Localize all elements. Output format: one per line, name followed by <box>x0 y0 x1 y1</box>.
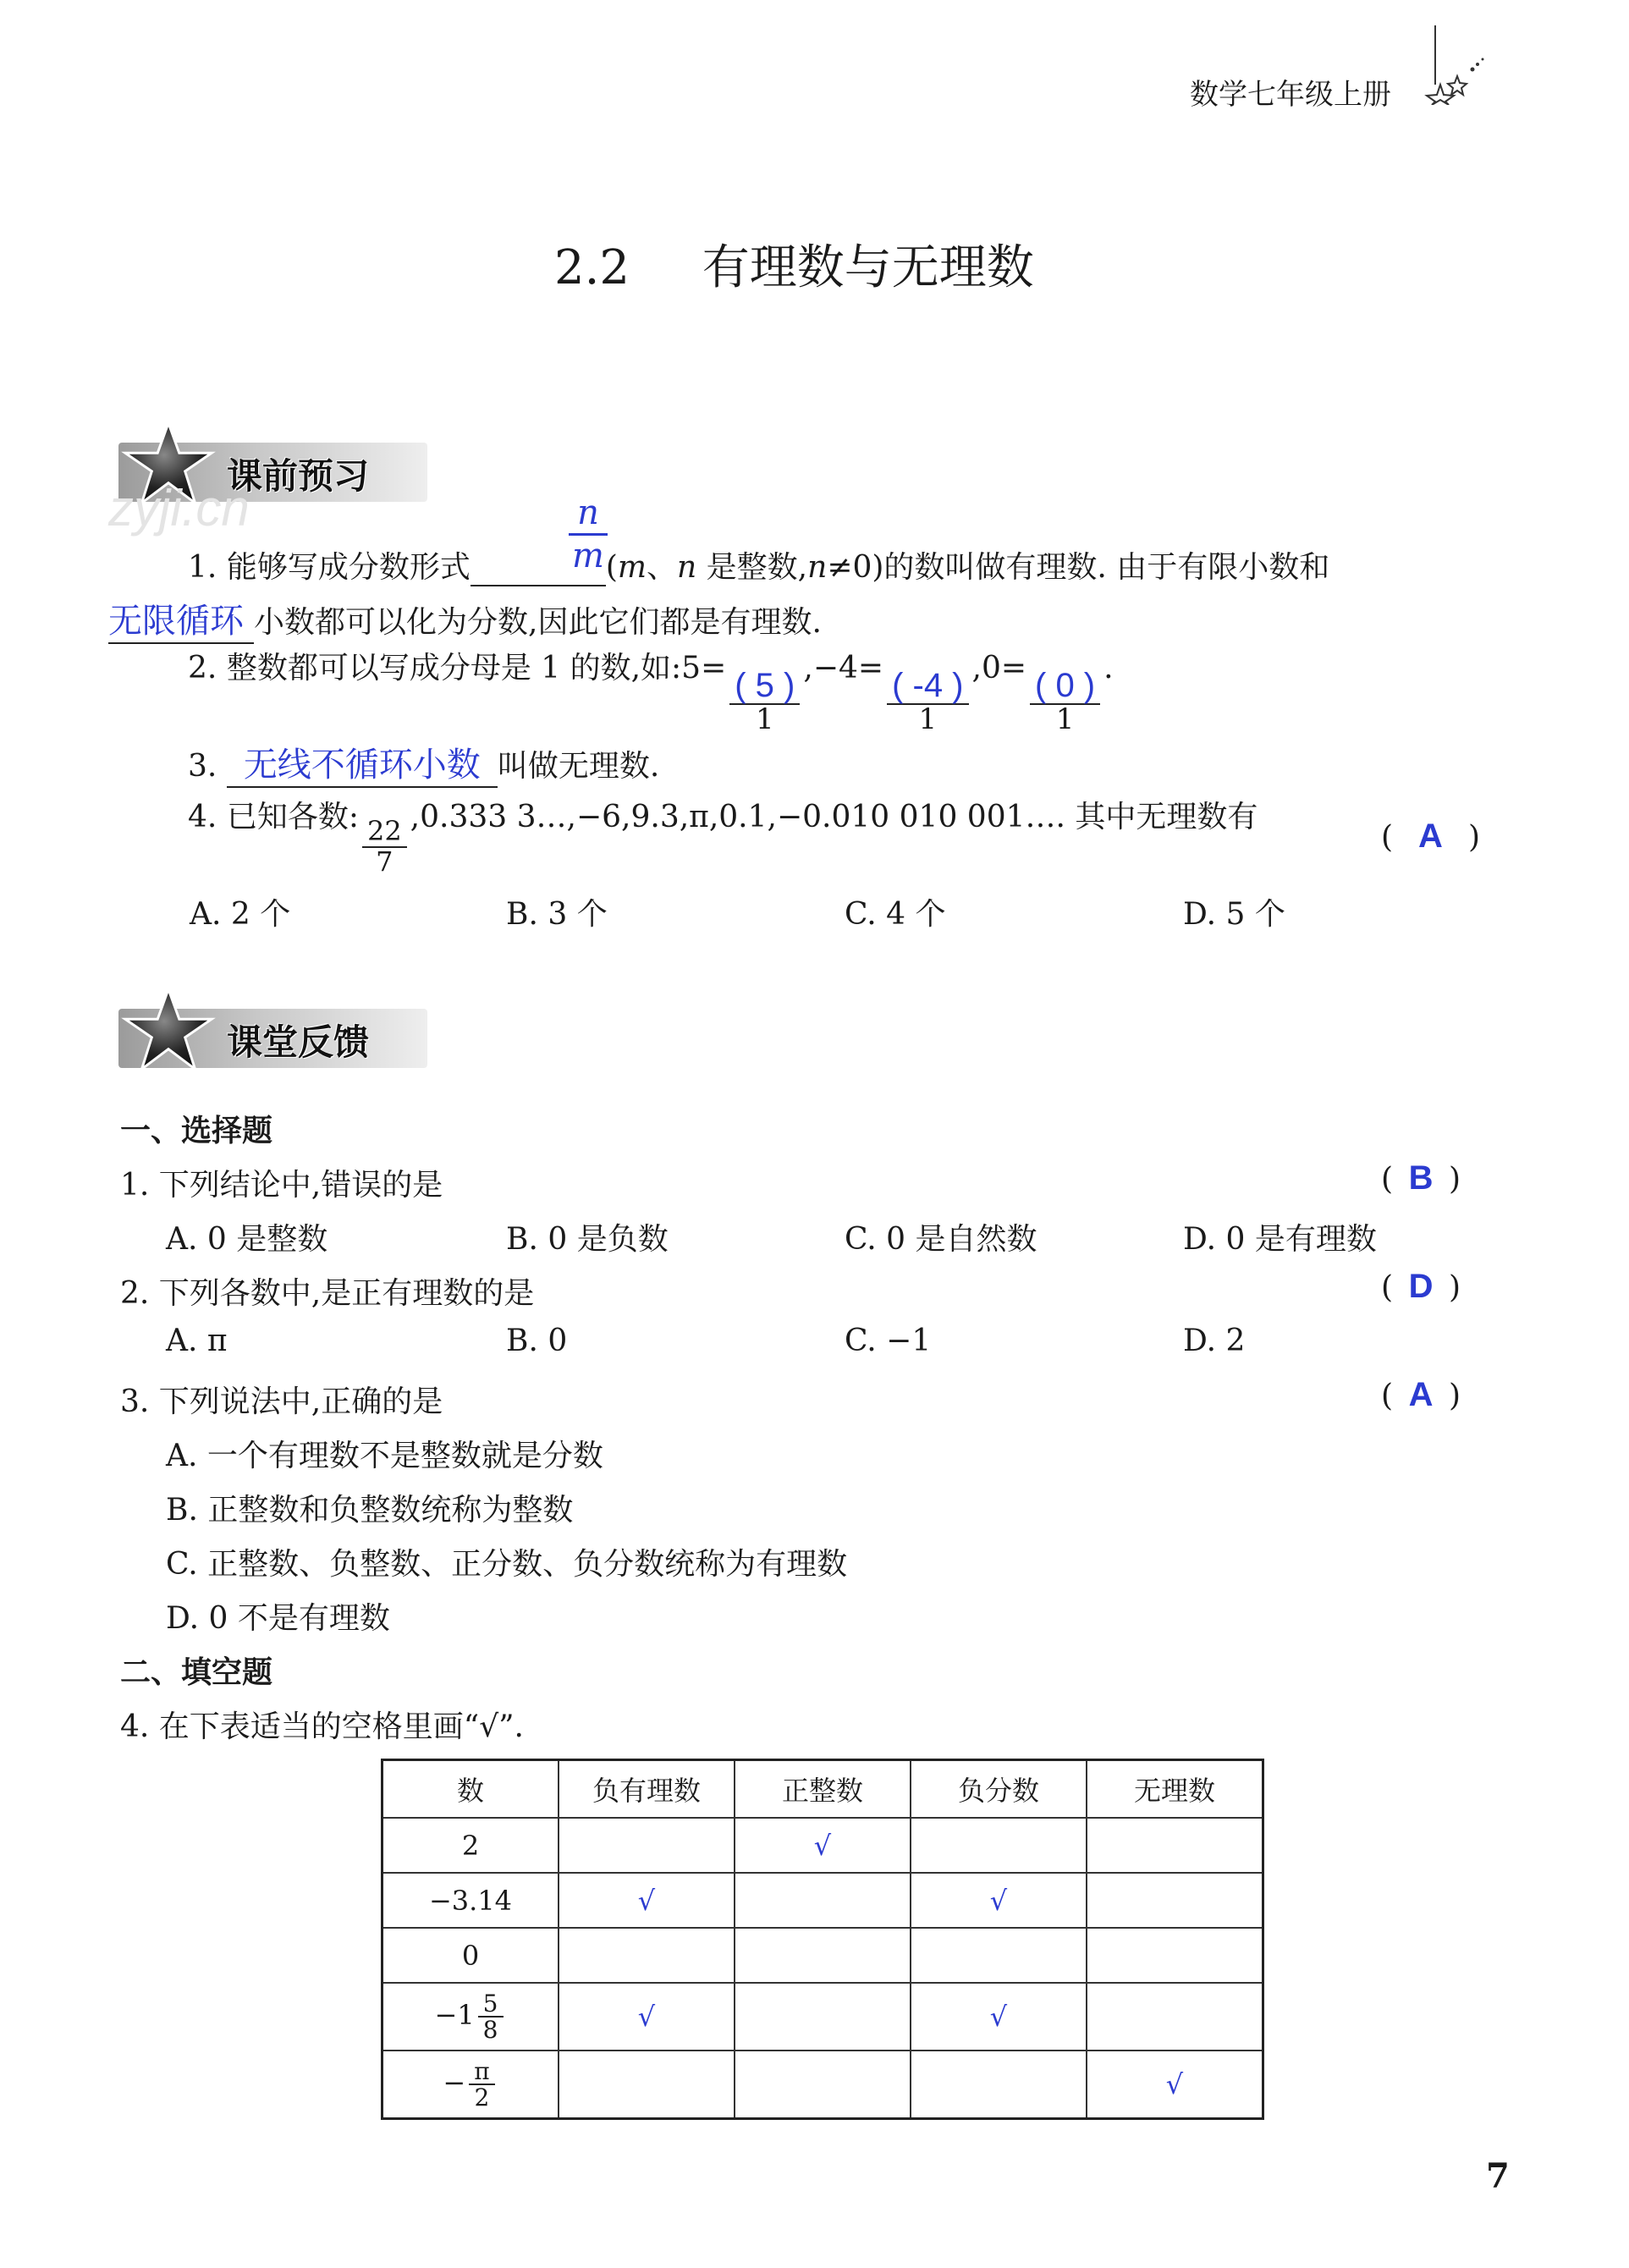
part1-title: 一、选择题 <box>120 1114 273 1148</box>
pre-q1-cond-n2: n <box>807 550 828 585</box>
table-row-label-mixed-fraction <box>382 1983 559 2051</box>
table-cell <box>911 2051 1087 2119</box>
row5-fraction <box>469 2056 494 2111</box>
table-cell: √ <box>911 1873 1087 1928</box>
mc-q1-stem: 1. 下列结论中,错误的是 <box>120 1168 443 1203</box>
pre-q4-answer: A <box>1418 817 1443 855</box>
pre-q3 <box>188 738 659 788</box>
mc-q1-paren-right: ) <box>1449 1162 1461 1197</box>
pre-q1-paren-open: ( <box>605 550 618 585</box>
table-cell <box>735 1983 911 2051</box>
pre-q2-frac2 <box>887 668 968 735</box>
table-cell <box>559 1818 735 1873</box>
table-cell <box>911 1928 1087 1983</box>
table-row-label: 0 <box>382 1928 559 1983</box>
pre-q3-text: 叫做无理数. <box>497 749 660 784</box>
star-icon <box>118 985 218 1078</box>
pre-q4 <box>188 802 1258 876</box>
mc-q3-paren-left: ( <box>1381 1379 1394 1413</box>
table-row <box>382 1983 1263 2051</box>
page-number: 7 <box>1486 2156 1510 2196</box>
mc-q3-option-b: B. 正整数和负整数统称为整数 <box>166 1493 574 1528</box>
pre-q1-number: 1. <box>188 550 217 585</box>
pre-q2-ans3: ( 0 ) <box>1030 668 1100 705</box>
mc-q2-stem: 2. 下列各数中,是正有理数的是 <box>120 1276 535 1311</box>
pre-q2-text2: ,−4= <box>803 651 884 685</box>
pre-q1-blank <box>471 550 606 586</box>
pre-q2-den2: 1 <box>918 702 938 736</box>
row5-sign: − <box>443 2066 466 2099</box>
row4-den: 8 <box>482 2016 498 2044</box>
pre-q1-cond-m: m <box>617 550 647 585</box>
row5-num: π <box>469 2059 494 2085</box>
pre-q1-line1 <box>188 543 1329 586</box>
pre-q4-fraction <box>362 817 407 876</box>
pre-q1-answer2: 无限循环 <box>108 594 254 644</box>
mc-q3-option-a: A. 一个有理数不是整数就是分数 <box>166 1439 603 1473</box>
watermark: zyji.cn <box>108 480 250 537</box>
fill-q4-stem: 4. 在下表适当的空格里画“√”. <box>120 1709 524 1744</box>
pre-q2-text3: ,0= <box>971 651 1027 685</box>
table-cell: √ <box>559 1983 735 2051</box>
mc-q1-answer-paren <box>1381 1159 1461 1197</box>
table-header-cell: 无理数 <box>1087 1760 1263 1819</box>
mc-q2-paren-right: ) <box>1449 1270 1461 1305</box>
table-row-label-pi-fraction <box>382 2051 559 2119</box>
row5-den: 2 <box>474 2084 490 2111</box>
pre-q4-text2: ,0.333 3…,−6,9.3,π,0.1,−0.010 010 001…. 其中无理数有 <box>410 800 1258 834</box>
mc-q1-answer: B <box>1408 1159 1434 1197</box>
mc-q2-option-b: B. 0 <box>506 1324 568 1358</box>
mc-q1-option-b: B. 0 是负数 <box>506 1222 669 1257</box>
mc-q2-answer-paren <box>1381 1268 1461 1306</box>
preview-label: 课前预习 <box>227 455 370 497</box>
pre-q3-number: 3. <box>188 749 217 784</box>
mc-q2-option-d: D. 2 <box>1183 1324 1246 1358</box>
pre-q2-frac3 <box>1030 668 1100 735</box>
pre-q2-number: 2. <box>188 651 217 685</box>
pre-q4-option-d: D. 5 个 <box>1183 897 1285 932</box>
pre-q4-number: 4. <box>188 800 217 834</box>
pre-q2 <box>188 653 1114 735</box>
pre-q2-ans2: ( -4 ) <box>887 668 968 705</box>
table-cell <box>735 1928 911 1983</box>
table-row <box>382 1928 1263 1983</box>
pre-q2-text4: . <box>1103 651 1114 685</box>
table-cell <box>559 1928 735 1983</box>
mc-q1-paren-left: ( <box>1381 1162 1394 1197</box>
classification-table <box>381 1759 1264 2120</box>
mc-q3-option-c: C. 正整数、负整数、正分数、负分数统称为有理数 <box>166 1547 848 1582</box>
mc-q2-option-a: A. π <box>166 1324 228 1358</box>
pre-q1-ans-den: m <box>572 537 604 575</box>
table-row <box>382 1873 1263 1928</box>
table-header-cell: 负分数 <box>911 1760 1087 1819</box>
section-title <box>554 230 1034 298</box>
pre-q4-option-c: C. 4 个 <box>845 897 946 932</box>
pre-q2-frac1 <box>729 668 800 735</box>
mc-q2-paren-left: ( <box>1381 1270 1394 1305</box>
table-cell <box>911 1818 1087 1873</box>
pre-q4-option-b: B. 3 个 <box>506 897 608 932</box>
mc-q3-paren-right: ) <box>1449 1379 1461 1413</box>
table-cell <box>1087 1983 1263 2051</box>
pre-q1-cond-sep: 、 <box>647 550 678 585</box>
mc-q1-option-c: C. 0 是自然数 <box>845 1222 1037 1257</box>
pre-q3-answer: 无线不循环小数 <box>227 738 498 788</box>
header-book-title: 数学七年级上册 <box>1190 78 1391 112</box>
table-cell <box>1087 1818 1263 1873</box>
table-row <box>382 1818 1263 1873</box>
section-number: 2.2 <box>554 240 630 295</box>
row4-whole: −1 <box>434 1998 475 2031</box>
table-cell <box>559 2051 735 2119</box>
table-header-cell: 负有理数 <box>559 1760 735 1819</box>
pre-q4-option-a: A. 2 个 <box>190 897 291 932</box>
pre-q2-den1: 1 <box>755 702 774 736</box>
section-title-text: 有理数与无理数 <box>702 240 1034 295</box>
table-cell: √ <box>911 1983 1087 2051</box>
header-stars-icon <box>1423 51 1491 105</box>
table-cell: √ <box>735 1818 911 1873</box>
pre-q1-line2 <box>108 594 822 644</box>
mc-q2-answer: D <box>1408 1268 1434 1305</box>
pre-q2-den3: 1 <box>1055 702 1075 736</box>
pre-q4-paren-right: ) <box>1467 820 1480 855</box>
pre-q4-paren-left: ( <box>1381 820 1394 855</box>
table-header-row <box>382 1760 1263 1819</box>
mc-q3-option-d: D. 0 不是有理数 <box>166 1601 390 1636</box>
pre-q4-text1: 已知各数: <box>226 800 359 834</box>
pre-q4-frac-den: 7 <box>376 845 393 878</box>
table-cell <box>735 1873 911 1928</box>
pre-q1-text2: 小数都可以化为分数,因此它们都是有理数. <box>254 605 822 640</box>
pre-q1-cond-ne: ≠0)的数叫做有理数. 由于有限小数和 <box>827 550 1330 585</box>
pre-q2-text1: 整数都可以写成分母是 1 的数,如:5= <box>226 651 727 685</box>
pre-q2-ans1: ( 5 ) <box>729 668 800 705</box>
mc-q2-option-c: C. −1 <box>845 1324 932 1358</box>
mc-q3-answer: A <box>1408 1376 1434 1413</box>
mc-q1-option-d: D. 0 是有理数 <box>1183 1222 1377 1257</box>
table-cell <box>1087 1873 1263 1928</box>
row4-num: 5 <box>478 1991 504 2018</box>
mc-q3-answer-paren <box>1381 1376 1461 1414</box>
row4-fraction <box>478 1991 504 2043</box>
table-row <box>382 2051 1263 2119</box>
table-cell <box>735 2051 911 2119</box>
part2-title: 二、填空题 <box>120 1655 273 1690</box>
table-header-cell: 数 <box>382 1760 559 1819</box>
pre-q1-cond-rest: 是整数, <box>696 550 808 585</box>
pre-q1-text1: 能够写成分数形式 <box>226 550 471 585</box>
pre-q1-ans-num: n <box>577 493 599 532</box>
table-cell <box>1087 1928 1263 1983</box>
table-row-label: −3.14 <box>382 1873 559 1928</box>
table-header-cell: 正整数 <box>735 1760 911 1819</box>
pre-q4-frac-num: 22 <box>362 817 407 848</box>
pre-q1-cond-n: n <box>677 550 697 585</box>
feedback-label: 课堂反馈 <box>227 1021 370 1063</box>
pre-q4-answer-paren <box>1381 817 1480 856</box>
table-row-label: 2 <box>382 1818 559 1873</box>
mc-q1-option-a: A. 0 是整数 <box>166 1222 328 1257</box>
table-cell: √ <box>1087 2051 1263 2119</box>
mc-q3-stem: 3. 下列说法中,正确的是 <box>120 1384 443 1419</box>
table-cell: √ <box>559 1873 735 1928</box>
